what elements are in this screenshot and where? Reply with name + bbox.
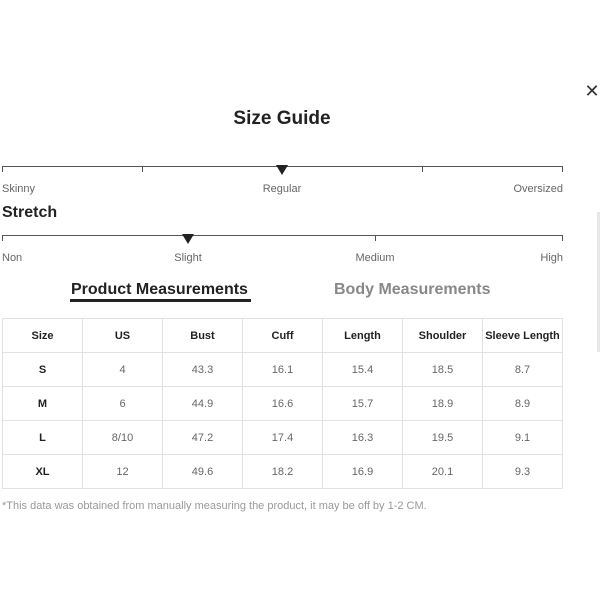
cell-length: 15.4 (323, 353, 403, 387)
stretch-heading: Stretch (2, 204, 58, 221)
fit-marker-triangle-down-icon (276, 165, 288, 175)
cell-sleeve-length: 8.9 (483, 387, 563, 421)
stretch-scale-tick (375, 235, 376, 241)
cell-us: 12 (83, 455, 163, 489)
fit-label-skinny: Skinny (2, 183, 36, 195)
close-icon[interactable]: ✕ (584, 81, 600, 101)
table-row (3, 421, 563, 455)
tab-active-underline (70, 299, 251, 302)
cell-length: 15.7 (323, 387, 403, 421)
fit-label-regular: Regular (262, 183, 302, 195)
cell-shoulder: 19.5 (403, 421, 483, 455)
fit-scale-tick (142, 166, 143, 172)
table-row (3, 387, 563, 421)
cell-size: XL (3, 455, 83, 489)
cell-us: 6 (83, 387, 163, 421)
cell-length: 16.3 (323, 421, 403, 455)
cell-us: 4 (83, 353, 163, 387)
stretch-label-non: Non (2, 252, 23, 264)
tab-product-measurements[interactable]: Product Measurements (71, 281, 248, 298)
stretch-marker-triangle-down-icon (182, 234, 194, 244)
cell-us: 8/10 (83, 421, 163, 455)
header-sleeve-length: Sleeve Length (483, 319, 563, 353)
stretch-scale-tick (2, 235, 3, 241)
size-table (2, 318, 563, 489)
cell-size: S (3, 353, 83, 387)
header-us: US (83, 319, 163, 353)
cell-shoulder: 18.9 (403, 387, 483, 421)
cell-size: M (3, 387, 83, 421)
cell-bust: 43.3 (163, 353, 243, 387)
cell-sleeve-length: 9.1 (483, 421, 563, 455)
cell-shoulder: 18.5 (403, 353, 483, 387)
header-cuff: Cuff (243, 319, 323, 353)
header-bust: Bust (163, 319, 243, 353)
stretch-label-medium: Medium (355, 252, 395, 264)
cell-size: L (3, 421, 83, 455)
cell-shoulder: 20.1 (403, 455, 483, 489)
table-row (3, 455, 563, 489)
cell-bust: 49.6 (163, 455, 243, 489)
table-row (3, 353, 563, 387)
fit-scale-tick (2, 166, 3, 172)
stretch-label-slight: Slight (174, 252, 202, 264)
fit-label-oversized: Oversized (513, 183, 563, 195)
header-size: Size (3, 319, 83, 353)
fit-scale-tick (562, 166, 563, 172)
cell-sleeve-length: 9.3 (483, 455, 563, 489)
stretch-scale (2, 235, 563, 243)
cell-cuff: 16.6 (243, 387, 323, 421)
cell-sleeve-length: 8.7 (483, 353, 563, 387)
header-shoulder: Shoulder (403, 319, 483, 353)
measurement-disclaimer: *This data was obtained from manually measuring the product, it may be off by 1-2 CM. (2, 500, 427, 512)
stretch-scale-tick (562, 235, 563, 241)
cell-length: 16.9 (323, 455, 403, 489)
cell-bust: 47.2 (163, 421, 243, 455)
table-header-row (3, 319, 563, 353)
tab-body-measurements[interactable]: Body Measurements (334, 281, 491, 298)
fit-scale-tick (422, 166, 423, 172)
stretch-label-high: High (540, 252, 563, 264)
stretch-scale-line (2, 235, 563, 236)
header-length: Length (323, 319, 403, 353)
fit-scale (2, 166, 563, 174)
cell-cuff: 16.1 (243, 353, 323, 387)
cell-cuff: 17.4 (243, 421, 323, 455)
page-title: Size Guide (233, 108, 331, 129)
cell-cuff: 18.2 (243, 455, 323, 489)
cell-bust: 44.9 (163, 387, 243, 421)
